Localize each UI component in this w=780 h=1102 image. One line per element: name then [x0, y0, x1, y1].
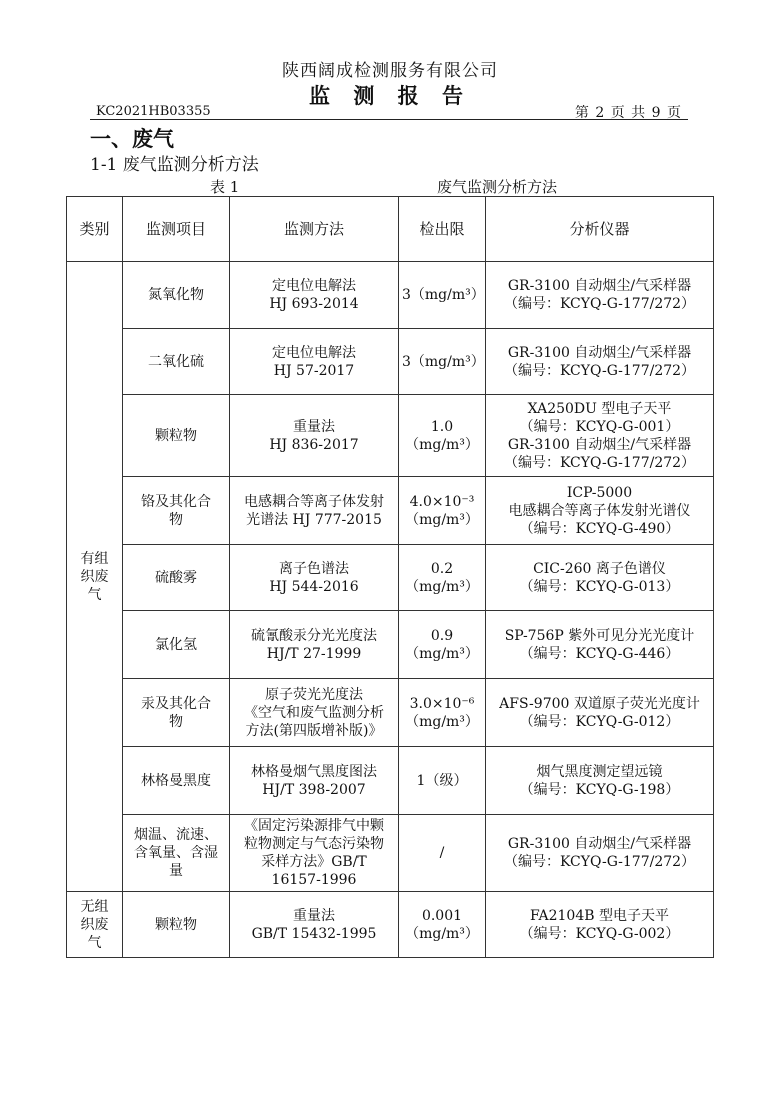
instrument-cell-line: GR-3100 自动烟尘/气采样器	[507, 344, 692, 361]
method-cell-line: 定电位电解法	[272, 278, 356, 294]
item-cell	[123, 477, 230, 545]
table-number: 表 1	[210, 178, 240, 196]
limit-cell	[399, 545, 486, 611]
method-cell	[230, 477, 399, 545]
method-cell-line: GB/T 15432-1995	[251, 925, 377, 942]
item-cell	[123, 545, 230, 611]
item-cell-line: 铬及其化合	[141, 493, 211, 510]
instrument-cell-line: GR-3100 自动烟尘/气采样器	[507, 278, 692, 294]
instrument-cell-line: （编号：KCYQ-G-198）	[519, 781, 680, 798]
table-row	[67, 679, 714, 747]
item-cell-line: 含氧量、含湿	[134, 845, 218, 861]
limit-cell-line: （mg/m³）	[405, 925, 479, 942]
table-row	[67, 611, 714, 679]
instrument-cell-line: （编号：KCYQ-G-490）	[519, 520, 680, 537]
item-cell	[123, 329, 230, 395]
instrument-cell-line: （编号：KCYQ-G-177/272）	[503, 362, 696, 379]
limit-cell-line: 0.9	[430, 627, 454, 644]
page-indicator: 第 2 页 共 9 页	[574, 105, 682, 121]
table-row	[67, 747, 714, 815]
method-cell-line: 重量法	[293, 907, 335, 924]
method-cell-line: 《空气和废气监测分析	[244, 704, 384, 721]
item-cell-line: 颗粒物	[155, 916, 197, 933]
subsection-title: 1-1 废气监测分析方法	[90, 155, 259, 175]
limit-cell	[399, 679, 486, 747]
method-cell-line: 定电位电解法	[272, 344, 356, 361]
method-cell	[230, 329, 399, 395]
instrument-cell-line: （编号：KCYQ-G-002）	[519, 925, 680, 942]
item-cell	[123, 395, 230, 477]
item-cell-line: 林格曼黑度	[141, 772, 211, 789]
limit-cell-line: 1（级）	[416, 772, 468, 789]
item-cell-line: 物	[169, 713, 183, 730]
instrument-cell-line: GR-3100 自动烟尘/气采样器	[507, 836, 692, 852]
instrument-cell-line: GR-3100 自动烟尘/气采样器	[507, 436, 692, 453]
limit-cell-line: 3（mg/m³）	[402, 353, 485, 370]
method-cell-line: 16157-1996	[271, 872, 357, 888]
limit-cell-line: /	[439, 845, 445, 861]
method-cell	[230, 395, 399, 477]
method-cell-line: 重量法	[293, 418, 335, 435]
table-header-row	[67, 197, 714, 262]
section-title: 一、废气	[90, 126, 174, 151]
table-caption: 废气监测分析方法	[437, 178, 558, 196]
item-cell-line: 氮氧化物	[148, 287, 204, 303]
method-cell	[230, 815, 399, 892]
method-cell-line: 采样方法》GB/T	[261, 854, 367, 870]
header-divider	[90, 119, 688, 120]
method-cell	[230, 262, 399, 329]
method-cell-line: HJ 836-2017	[269, 436, 359, 453]
method-cell-line: 电感耦合等离子体发射	[244, 493, 384, 510]
method-cell-line: HJ 544-2016	[269, 578, 359, 595]
method-cell-line: 光谱法 HJ 777-2015	[246, 511, 382, 528]
limit-cell	[399, 395, 486, 477]
limit-cell-line: （mg/m³）	[405, 645, 479, 662]
limit-cell-line: 3（mg/m³）	[402, 287, 485, 303]
instrument-cell-line: CIC-260 离子色谱仪	[533, 560, 666, 577]
instrument-cell	[486, 477, 714, 545]
column-header-category: 类别	[67, 197, 123, 262]
method-cell-line: 方法(第四版增补版)》	[245, 722, 383, 739]
method-cell-line: 原子荧光光度法	[265, 686, 363, 703]
limit-cell-line: 0.001	[421, 907, 463, 924]
report-number: KC2021HB03355	[96, 104, 211, 119]
category-label-line: 织废	[80, 916, 109, 933]
report-title: 监 测 报 告	[309, 83, 471, 108]
limit-cell	[399, 747, 486, 815]
instrument-cell-line: 电感耦合等离子体发射光谱仪	[508, 502, 691, 519]
instrument-cell-line: ICP-5000	[566, 484, 633, 501]
limit-cell-line: （mg/m³）	[405, 436, 479, 453]
item-cell	[123, 262, 230, 329]
category-label-line: 织废	[80, 568, 109, 585]
instrument-cell-line: （编号：KCYQ-G-001）	[519, 418, 680, 435]
limit-cell-line: （mg/m³）	[405, 578, 479, 595]
category-label-line: 无组	[80, 898, 109, 915]
analysis-methods-table	[66, 196, 714, 958]
method-cell-line: HJ/T 27-1999	[266, 645, 362, 662]
table-row	[67, 815, 714, 892]
method-cell-line: 硫氰酸汞分光光度法	[251, 627, 377, 644]
item-cell-line: 汞及其化合	[141, 695, 211, 712]
method-cell-line: 林格曼烟气黑度图法	[251, 763, 377, 780]
instrument-cell	[486, 395, 714, 477]
category-label-line: 有组	[80, 550, 109, 567]
column-header-instrument: 分析仪器	[486, 197, 714, 262]
category-label-line: 气	[87, 586, 102, 603]
instrument-cell-line: FA2104B 型电子天平	[530, 907, 669, 924]
method-cell-line: 粒物测定与气态污染物	[244, 836, 384, 852]
item-cell-line: 二氧化硫	[148, 353, 204, 370]
instrument-cell	[486, 747, 714, 815]
instrument-cell-line: （编号：KCYQ-G-177/272）	[503, 296, 696, 312]
table-row	[67, 262, 714, 329]
item-cell	[123, 611, 230, 679]
limit-cell	[399, 611, 486, 679]
instrument-cell-line: XA250DU 型电子天平	[527, 400, 672, 417]
table-row	[67, 329, 714, 395]
item-cell-line: 氯化氢	[155, 636, 197, 653]
limit-cell	[399, 262, 486, 329]
item-cell-line: 烟温、流速、	[134, 827, 218, 843]
limit-cell-line: （mg/m³）	[405, 511, 479, 528]
instrument-cell-line: （编号：KCYQ-G-446）	[519, 645, 680, 662]
method-cell	[230, 747, 399, 815]
item-cell	[123, 815, 230, 892]
limit-cell	[399, 477, 486, 545]
method-cell-line: HJ 57-2017	[273, 362, 355, 379]
instrument-cell	[486, 262, 714, 329]
method-cell-line: 《固定污染源排气中颗	[244, 818, 384, 834]
instrument-cell-line: AFS-9700 双道原子荧光光度计	[499, 695, 700, 712]
instrument-cell-line: （编号：KCYQ-G-177/272）	[503, 854, 696, 870]
table-row	[67, 395, 714, 477]
limit-cell	[399, 815, 486, 892]
column-header-item: 监测项目	[123, 197, 230, 262]
instrument-cell-line: （编号：KCYQ-G-013）	[519, 578, 680, 595]
item-cell-line: 物	[169, 511, 183, 528]
limit-cell-line: 3.0×10⁻⁶	[409, 695, 475, 712]
limit-cell-line: 1.0	[430, 418, 454, 435]
limit-cell	[399, 892, 486, 958]
method-cell-line: HJ/T 398-2007	[262, 781, 366, 798]
category-unorganized-cell	[67, 892, 123, 958]
method-cell	[230, 611, 399, 679]
method-cell-line: 离子色谱法	[279, 560, 349, 577]
instrument-cell	[486, 679, 714, 747]
instrument-cell	[486, 892, 714, 958]
method-cell	[230, 679, 399, 747]
method-cell-line: HJ 693-2014	[269, 296, 359, 312]
item-cell-line: 量	[169, 863, 183, 879]
instrument-cell-line: （编号：KCYQ-G-012）	[519, 713, 680, 730]
method-cell	[230, 892, 399, 958]
item-cell-line: 硫酸雾	[155, 569, 197, 586]
column-header-method: 监测方法	[230, 197, 399, 262]
instrument-cell-line: （编号：KCYQ-G-177/272）	[503, 454, 696, 471]
instrument-cell-line: SP-756P 紫外可见分光光度计	[504, 627, 695, 644]
instrument-cell	[486, 329, 714, 395]
limit-cell-line: 4.0×10⁻³	[409, 493, 475, 510]
limit-cell-line: （mg/m³）	[405, 713, 479, 730]
item-cell	[123, 892, 230, 958]
category-organized-cell	[67, 262, 123, 892]
category-label-line: 气	[87, 934, 102, 951]
instrument-cell	[486, 815, 714, 892]
limit-cell-line: 0.2	[430, 560, 454, 577]
limit-cell	[399, 329, 486, 395]
method-cell	[230, 545, 399, 611]
item-cell-line: 颗粒物	[155, 427, 197, 444]
column-header-detection-limit: 检出限	[399, 197, 486, 262]
instrument-cell-line: 烟气黑度测定望远镜	[536, 763, 663, 780]
table-row	[67, 892, 714, 958]
instrument-cell	[486, 545, 714, 611]
company-name: 陕西阔成检测服务有限公司	[282, 61, 498, 81]
item-cell	[123, 679, 230, 747]
table-row	[67, 545, 714, 611]
instrument-cell	[486, 611, 714, 679]
item-cell	[123, 747, 230, 815]
table-row	[67, 477, 714, 545]
